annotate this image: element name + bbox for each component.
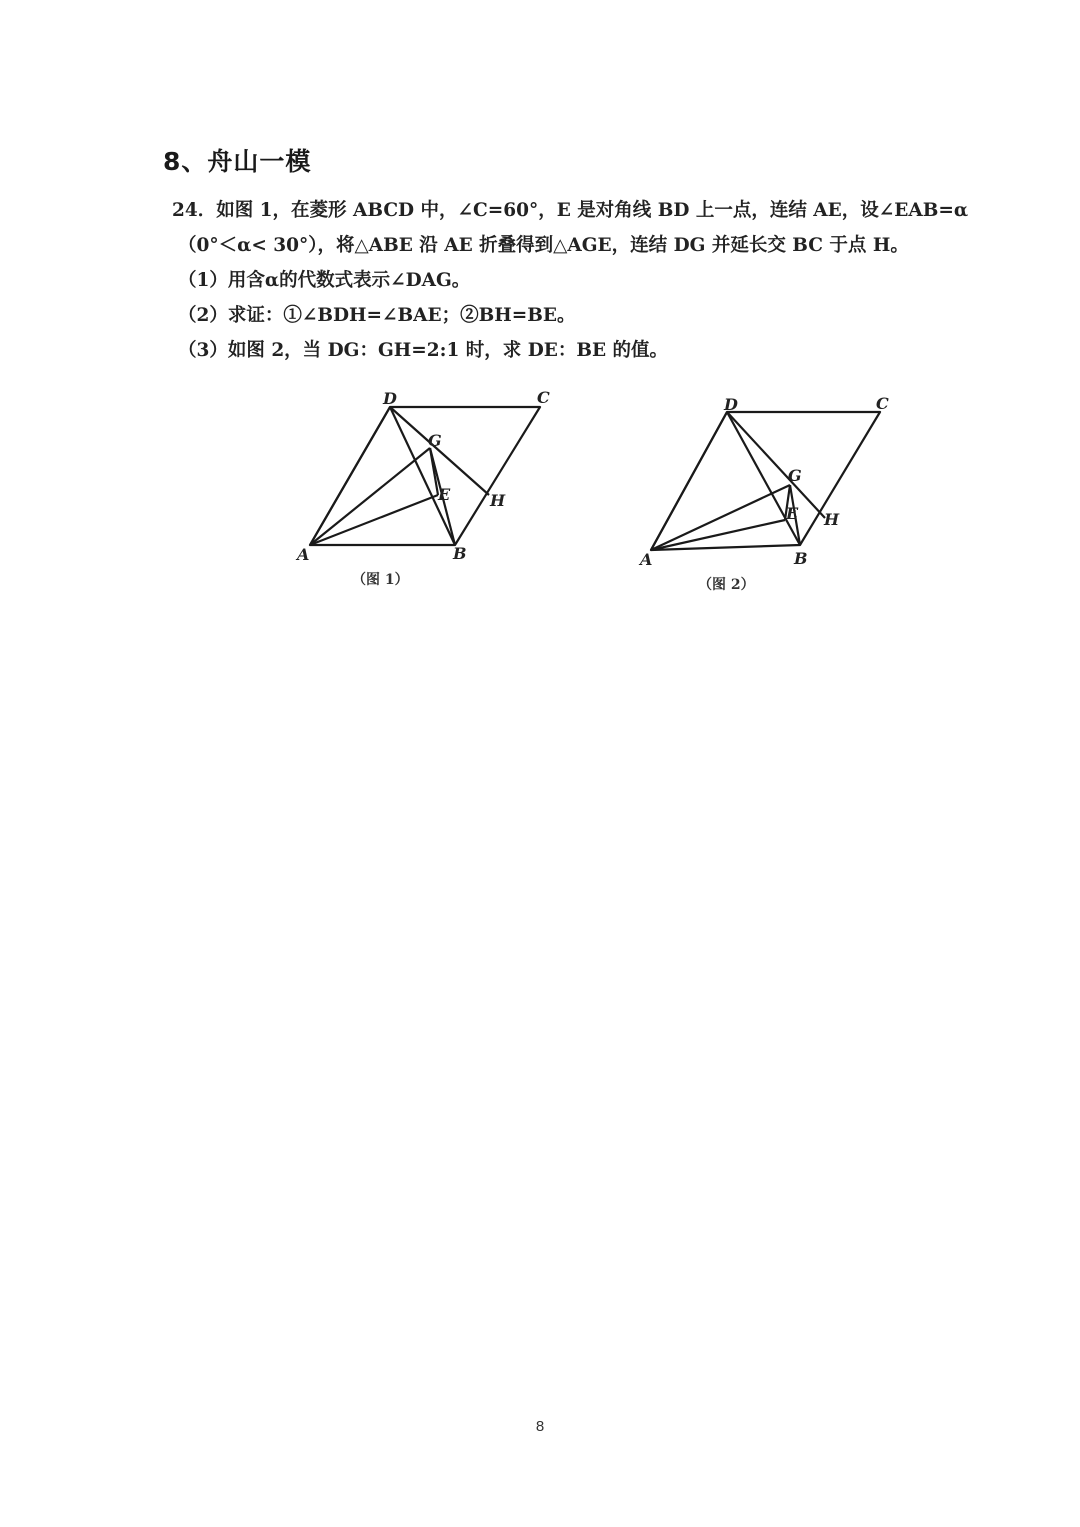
figure-1-label-d: D (383, 389, 397, 408)
figure-2-diagram (0, 0, 1080, 620)
figure-2-label-e: E (786, 504, 799, 523)
section-title: 8、舟山一模 (163, 147, 312, 176)
page-number: 8 (535, 1418, 545, 1435)
figure-1-label-a: A (297, 545, 310, 564)
figure-2-label-h: H (824, 510, 840, 529)
question-2: （2）求证：①∠BDH=∠BAE；②BH=BE。 (178, 305, 576, 326)
figure-2-label-g: G (788, 466, 802, 485)
figure-1-label-g: G (428, 431, 442, 450)
problem-statement-line-1: 24．如图 1，在菱形 ABCD 中，∠C=60°，E 是对角线 BD 上一点，连结 AE，设∠EAB=α (172, 200, 969, 221)
figure-2-label-c: C (876, 394, 889, 413)
figure-1-label-b: B (453, 544, 467, 563)
question-3: （3）如图 2，当 DG：GH=2:1 时，求 DE：BE 的值。 (178, 340, 669, 361)
figure-2-caption: （图 2） (698, 577, 755, 593)
segment-ad (651, 412, 727, 550)
figure-1-label-e: E (438, 485, 451, 504)
figure-2-label-a: A (640, 550, 653, 569)
figure-2-label-d: D (724, 395, 738, 414)
question-1: （1）用含α的代数式表示∠DAG。 (178, 270, 471, 291)
figure-1-caption: （图 1） (352, 572, 409, 588)
problem-statement-line-2: （0°＜α< 30°），将△ABE 沿 AE 折叠得到△AGE，连结 DG 并延长交 BC 于点 H。 (178, 235, 909, 256)
figure-1-label-h: H (490, 491, 506, 510)
figure-2 (0, 0, 1080, 620)
segment-ag (651, 485, 790, 550)
figure-2-label-b: B (794, 549, 808, 568)
figure-1-label-c: C (537, 388, 550, 407)
